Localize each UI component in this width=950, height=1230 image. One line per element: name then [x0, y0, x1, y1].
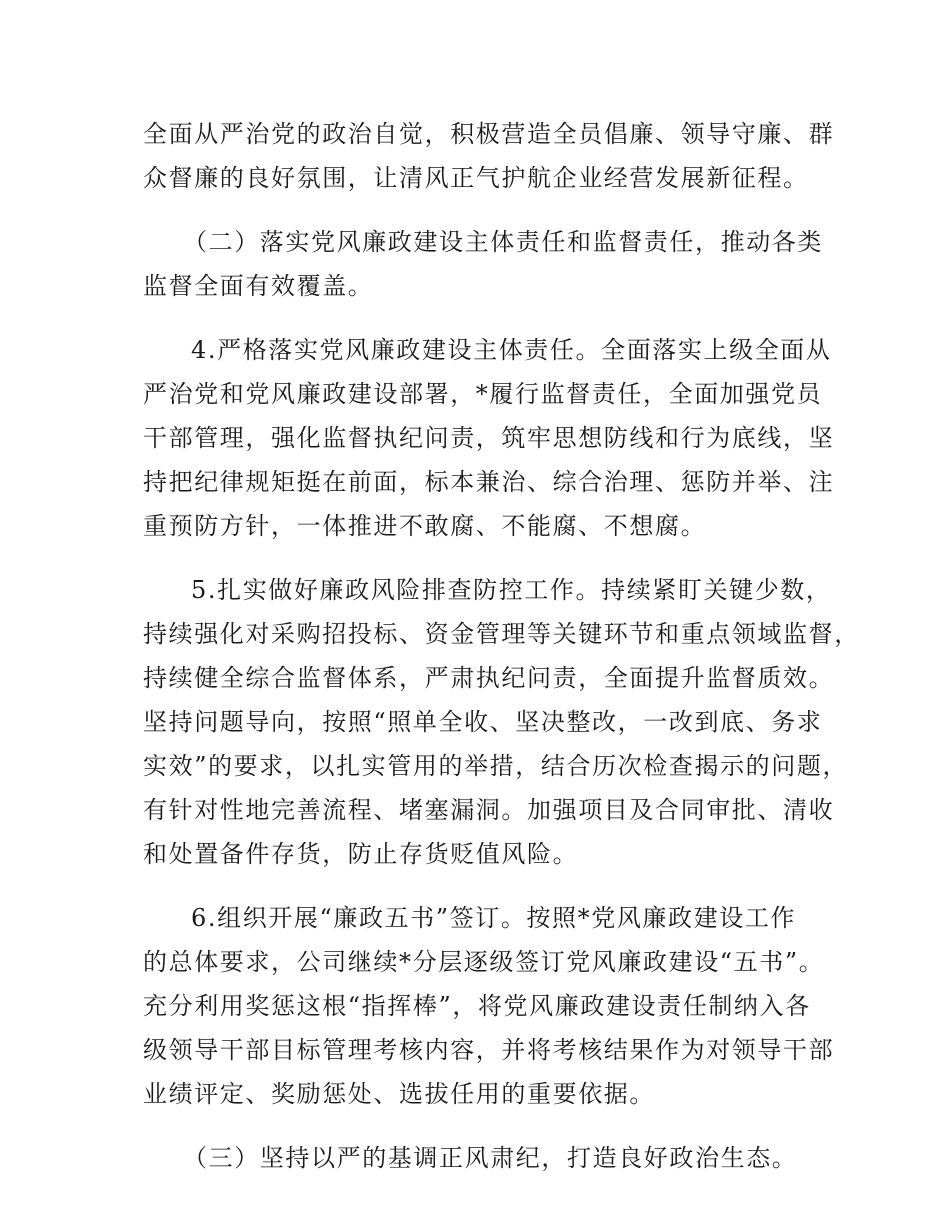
text-line: 持把纪律规矩挺在前面，标本兼治、综合治理、惩防并举、注: [143, 468, 835, 496]
paragraph-item-6: [143, 896, 835, 1116]
text-line: 6.组织开展“廉政五书”签订。按照*党风廉政建设工作: [191, 904, 797, 932]
text-line: 重预防方针，一体推进不敢腐、不能腐、不想腐。: [143, 512, 707, 540]
section-heading-2: [143, 220, 823, 308]
text-line: 和处置备件存货，防止存货贬值风险。: [143, 840, 579, 868]
text-line: 有针对性地完善流程、堵塞漏洞。加强项目及合同审批、清收: [143, 796, 835, 824]
text-line: 5.扎实做好廉政风险排查防控工作。持续紧盯关键少数，: [191, 576, 832, 604]
text-line: 充分利用奖惩这根“指挥棒”，将党风廉政建设责任制纳入各: [143, 992, 811, 1020]
text-line: 严治党和党风廉政建设部署，*履行监督责任，全面加强党员: [143, 380, 823, 408]
text-line: 干部管理，强化监督执纪问责，筑牢思想防线和行为底线，坚: [143, 424, 835, 452]
text-line: 全面从严治党的政治自觉，积极营造全员倡廉、领导守廉、群: [143, 120, 835, 148]
text-line: 众督廉的良好氛围，让清风正气护航企业经营发展新征程。: [143, 164, 809, 192]
text-line: 实效”的要求，以扎实管用的举措，结合历次检查揭示的问题，: [143, 752, 849, 780]
paragraph-continuation: [143, 112, 835, 200]
text-line: （三）坚持以严的基调正风肃纪，打造良好政治生态。: [183, 1144, 798, 1172]
text-line: 监督全面有效覆盖。: [143, 272, 374, 300]
text-line: 业绩评定、奖励惩处、选拔任用的重要依据。: [143, 1080, 655, 1108]
text-line: 的总体要求，公司继续*分层逐级签订党风廉政建设“五书”。: [143, 948, 825, 976]
text-line: 持续强化对采购招投标、资金管理等关键环节和重点领域监督，: [143, 620, 860, 648]
text-line: 坚持问题导向，按照“照单全收、坚决整改，一改到底、务求: [143, 708, 823, 736]
document-body: [143, 112, 860, 1180]
text-line: 级领导干部目标管理考核内容，并将考核结果作为对领导干部: [143, 1036, 835, 1064]
paragraph-item-4: [143, 328, 835, 548]
section-heading-3: [143, 1136, 823, 1180]
text-line: （二）落实党风廉政建设主体责任和监督责任，推动各类: [183, 228, 823, 256]
text-line: 持续健全综合监督体系，严肃执纪问责，全面提升监督质效。: [143, 664, 835, 692]
paragraph-item-5: [143, 568, 860, 876]
text-line: 4.严格落实党风廉政建设主体责任。全面落实上级全面从: [191, 336, 832, 364]
